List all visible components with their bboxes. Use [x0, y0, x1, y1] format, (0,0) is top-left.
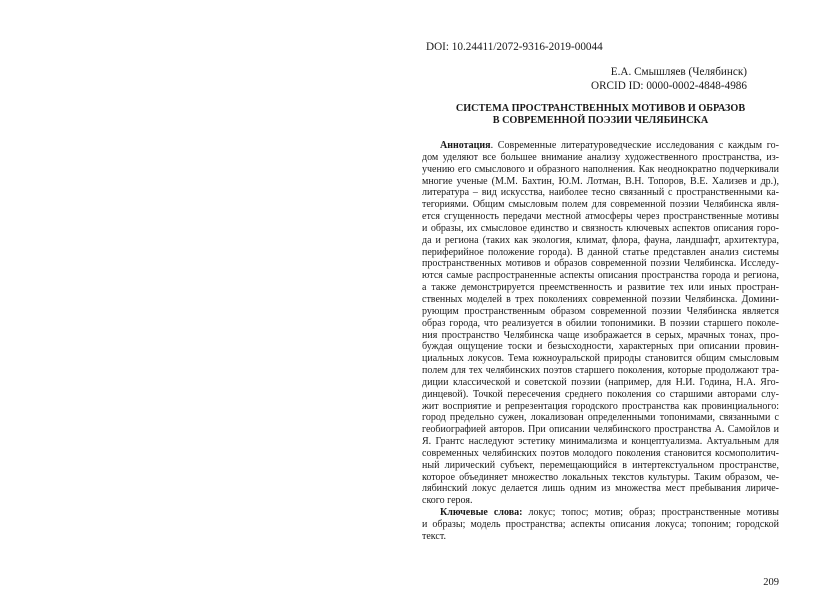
abstract-line: полем для тех челябинских поэтов старшего поколения, которые продолжают тра- [422, 365, 779, 377]
author-block [591, 66, 747, 93]
doi-line: DOI: 10.24411/2072-9316-2019-00044 [426, 41, 603, 53]
abstract-line [422, 140, 779, 152]
keywords-label: Ключевые слова: [440, 507, 523, 519]
abstract-line: ется сгущенность передачи местной атмосферы через пространственные мотивы [422, 211, 779, 223]
abstract-line: современных челябинских поэтов молодого поколения становится космополитич- [422, 447, 779, 459]
abstract-line: ются самые распространенные аспекты описания пространства города и региона, [422, 270, 779, 282]
page-number: 209 [763, 577, 779, 588]
abstract-line: тегориями. Общим смысловым полем для современной поэзии Челябинска явля- [422, 199, 779, 211]
abstract-line: динцевой). Точкой пересечения среднего поколения со старшими авторами слу- [422, 388, 779, 400]
abstract-line: литература – вид искусства, наиболее тесно связанный с пространственными ка- [422, 187, 779, 199]
abstract-line: многие ученые (М.М. Бахтин, Ю.М. Лотман, В.Н. Топоров, В.Е. Хализев и др.), [422, 175, 779, 187]
title-line-2: В СОВРЕМЕННОЙ ПОЭЗИИ ЧЕЛЯБИНСКА [492, 115, 709, 127]
keywords-line [422, 507, 779, 519]
abstract-line: дом уделяют все большее внимание анализу художественного пространства, из- [422, 151, 779, 163]
abstract-line: ственных моделей в трех поколениях современной поэзии Челябинска. Домини- [422, 293, 779, 305]
abstract-line: и образы, их смысловое единство и связность ключевых аспектов описания горо- [422, 222, 779, 234]
abstract-line: да и региона (таких как экология, климат, флора, фауна, ландшафт, архитектура, [422, 234, 779, 246]
abstract-line: Я. Грантс наследуют эстетику минимализма и концептуализма. Актуальным для [422, 436, 779, 448]
title-line-1: СИСТЕМА ПРОСТРАНСТВЕННЫХ МОТИВОВ И ОБРАЗОВ [455, 103, 746, 114]
abstract-line: жит восприятие и репрезентация городского пространства как провинциального: [422, 400, 779, 412]
abstract-first-line: . Современные литературоведческие исследования с каждым го- [490, 140, 779, 151]
keywords-first-line: локус; топос; мотив; образ; пространственные мотивы [522, 507, 779, 519]
abstract-line: циальных локусов. Тема южноуральской природы становится общим смысловым [422, 353, 779, 365]
abstract-label: Аннотация [440, 140, 491, 151]
author-orcid: ORCID ID: 0000-0002-4848-4986 [591, 79, 747, 92]
abstract-line: периферийное положение города). В данной статье представлен анализ системы [422, 246, 779, 258]
abstract-line: буждая ощущение тоски и безысходности, характерных при описании провин- [422, 341, 779, 353]
abstract-line: пространственных мотивов и образов современной поэзии Челябинска. Исследу- [422, 258, 779, 270]
abstract-line: город предельно сужен, локализован определенными топонимами, связанными с [422, 412, 779, 424]
abstract-line: ния пространство Челябинска чаще изображается в серых, мрачных тонах, про- [422, 329, 779, 341]
keywords-line: и образы; модель пространства; аспекты описания локуса; топоним; городской [422, 519, 779, 530]
abstract-line: которое объединяет множество локальных текстов культуры. Таким образом, че- [422, 471, 779, 483]
abstract-last-line: ского героя. [422, 495, 473, 507]
abstract-block [422, 140, 779, 543]
abstract-line: геобиографией авторов. При описании челябинского пространства А. Самойлов и [422, 424, 779, 436]
author-name: Е.А. Смышляев (Челябинск) [610, 66, 747, 78]
abstract-line: учению его смыслового и образного наполнения. Как неоднократно подчеркивали [422, 163, 779, 175]
article-title [422, 103, 779, 127]
keywords-last-line: текст. [422, 530, 446, 542]
abstract-line: рующим пространственным образом современной поэзии Челябинска является [422, 305, 779, 317]
abstract-line: а также демонстрируется преемственность и развитие тех или иных простран- [422, 282, 779, 294]
abstract-line: лябинский локус делается лишь одним из множества мест пребывания лириче- [422, 483, 779, 495]
abstract-line: диции классической и советской поэзии (например, для Н.И. Година, Н.А. Яго- [422, 376, 779, 388]
abstract-line: ный лирический субъект, перемещающийся в интертекстуальном пространстве, [422, 459, 779, 471]
abstract-line: образ города, что реализуется в обилии топонимики. В поэзии старшего поколе- [422, 317, 779, 329]
